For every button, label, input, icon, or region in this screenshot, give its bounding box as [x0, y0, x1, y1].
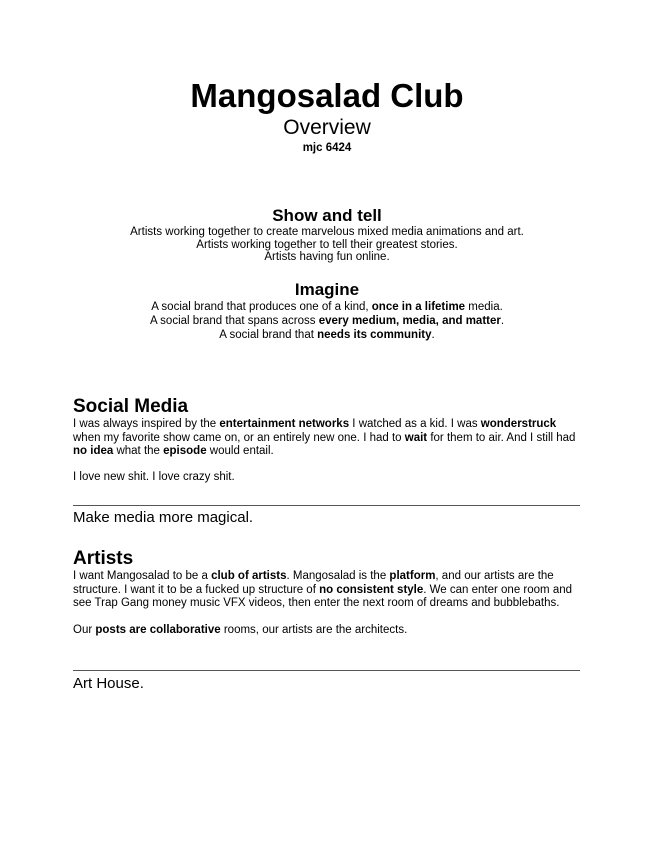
- bold-run: every medium, media, and matter: [318, 315, 501, 327]
- text-run: . We can enter one room and see Trap Gang money music VFX videos, then enter the next room of dreams and bubblebaths.: [73, 583, 573, 610]
- text-run: I want Mangosalad to be a: [73, 570, 212, 582]
- bold-run: episode: [163, 445, 207, 458]
- section-divider: [73, 505, 580, 506]
- bold-run: needs its community: [317, 329, 432, 341]
- text-run: would entail.: [206, 445, 274, 458]
- imagine-line: [0, 300, 654, 314]
- social-media-tagline: Make media more magical.: [73, 509, 254, 526]
- imagine-heading: Imagine: [294, 280, 360, 299]
- document-header: [0, 76, 654, 156]
- bold-run: posts are collaborative: [95, 623, 221, 636]
- artists-paragraph: [73, 570, 583, 611]
- bold-run: wonderstruck: [480, 418, 557, 430]
- artists-section: [73, 548, 583, 637]
- text-run: .: [500, 315, 505, 327]
- artists-paragraph: [73, 624, 583, 638]
- text-run: A social brand that produces one of a kind,: [151, 301, 372, 313]
- artists-heading: Artists: [73, 548, 134, 569]
- text-run: A social brand that: [219, 329, 318, 341]
- bold-run: no consistent style: [319, 583, 424, 596]
- text-run: what the: [113, 445, 164, 458]
- text-run: A social brand that spans across: [149, 315, 319, 327]
- imagine-line: [0, 314, 654, 328]
- text-run: for them to air. And I still had: [427, 431, 576, 444]
- text-run: when my favorite show came on, or an entirely new one. I had to: [73, 431, 405, 444]
- bold-run: platform: [389, 570, 436, 582]
- text-run: .: [431, 329, 435, 341]
- text-run: rooms, our artists are the architects.: [220, 623, 408, 636]
- social-media-section: [73, 396, 583, 484]
- section-divider: [73, 670, 580, 671]
- page-title: Mangosalad Club: [190, 77, 464, 114]
- show-and-tell-heading: Show and tell: [272, 206, 382, 225]
- document-code: mjc 6424: [302, 142, 352, 154]
- text-run: , and our artists are the structure. I want it to be a fucked up structure of: [73, 570, 554, 596]
- bold-run: no idea: [73, 445, 114, 458]
- social-media-paragraph: I love new shit. I love crazy shit.: [73, 470, 235, 483]
- bold-run: entertainment networks: [219, 418, 350, 430]
- bold-run: wait: [404, 431, 428, 444]
- show-and-tell-section: [0, 206, 654, 264]
- show-and-tell-line: Artists working together to tell their greatest stories.: [196, 238, 458, 251]
- social-media-paragraph: [73, 418, 583, 459]
- page-subtitle: Overview: [283, 116, 371, 139]
- text-run: I watched as a kid. I was: [349, 418, 481, 430]
- show-and-tell-line: Artists having fun online.: [264, 251, 390, 263]
- show-and-tell-line: Artists working together to create marvelous mixed media animations and art.: [130, 226, 524, 238]
- bold-run: once in a lifetime: [371, 301, 466, 313]
- text-run: . Mangosalad is the: [286, 570, 390, 582]
- bold-run: club of artists: [211, 570, 287, 582]
- imagine-section: [0, 280, 654, 342]
- imagine-line: [0, 328, 654, 342]
- text-run: I was always inspired by the: [73, 418, 220, 430]
- artists-tagline: Art House.: [73, 675, 144, 692]
- text-run: Our: [73, 623, 96, 636]
- text-run: media.: [465, 301, 503, 313]
- social-media-heading: Social Media: [73, 396, 189, 417]
